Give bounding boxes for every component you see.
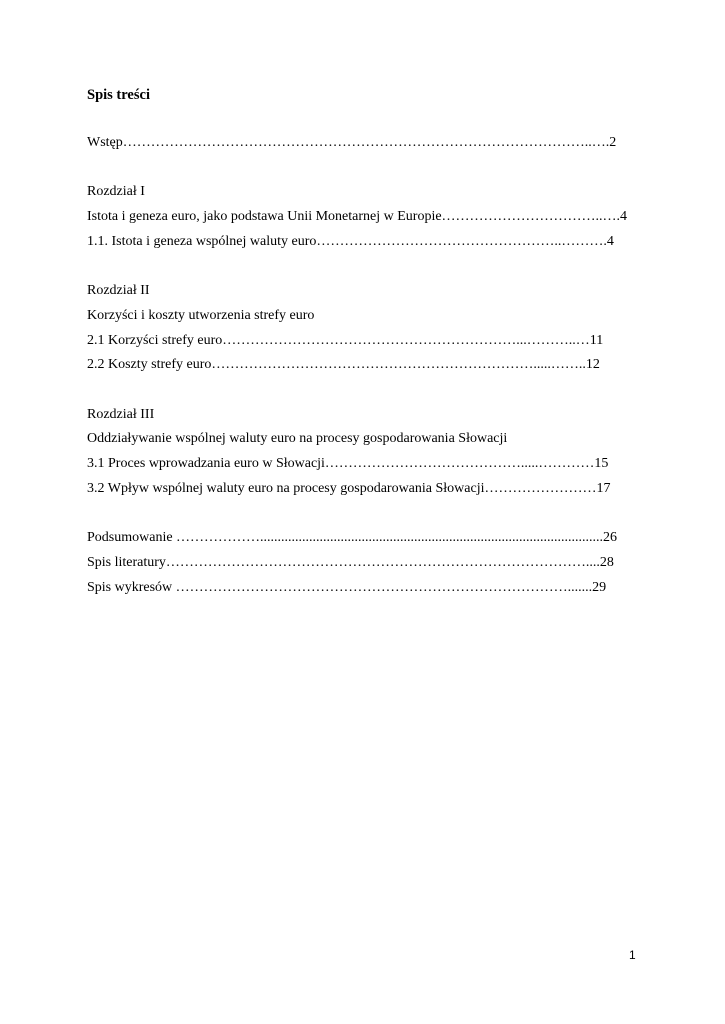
toc-entry-list-of-charts: Spis wykresów ………………………………………………………………………….......29 xyxy=(87,579,607,595)
toc-entry-section: 1.1. Istota i geneza wspólnej waluty euro……………………………………………..……….4 xyxy=(87,233,614,249)
toc-entry-section: 3.2 Wpływ wspólnej waluty euro na procesy gospodarowania Słowacji……………………17 xyxy=(87,480,611,496)
toc-chapter-heading: Rozdział II xyxy=(87,283,150,299)
toc-entry-section: 2.1 Korzyści strefy euro………………………………………………………...………..…11 xyxy=(87,332,604,348)
toc-chapter-heading: Rozdział I xyxy=(87,184,145,200)
spacer xyxy=(87,156,635,181)
toc-chapter-heading: Rozdział III xyxy=(87,406,155,422)
toc-entry-section: 2.2 Koszty strefy euro…………………………………………………………….....……..12 xyxy=(87,357,600,373)
toc-entry-bibliography: Spis literatury………………………………………………………………………………....28 xyxy=(87,555,614,570)
toc-entry-section: 3.1 Proces wprowadzania euro w Słowacji…………………………………….....…………15 xyxy=(87,455,609,471)
spacer xyxy=(87,254,635,279)
page-number: 1 xyxy=(629,948,636,962)
toc-chapter-title: Korzyści i koszty utworzenia strefy euro xyxy=(87,307,315,323)
toc-chapter-title: Istota i geneza euro, jako podstawa Unii Monetarnej w Europie……………………………..….4 xyxy=(87,209,628,225)
toc-entry-summary: Podsumowanie ………………..................................................................................................26 xyxy=(87,530,618,546)
toc-title: Spis treści xyxy=(87,87,150,103)
toc-entry-introduction: Wstęp………………………………………………………………………………………..….2 xyxy=(87,135,617,150)
spacer xyxy=(87,378,635,403)
toc-chapter-title: Oddziaływanie wspólnej waluty euro na procesy gospodarowania Słowacji xyxy=(87,431,508,447)
table-of-contents xyxy=(87,84,635,600)
spacer xyxy=(87,501,635,526)
